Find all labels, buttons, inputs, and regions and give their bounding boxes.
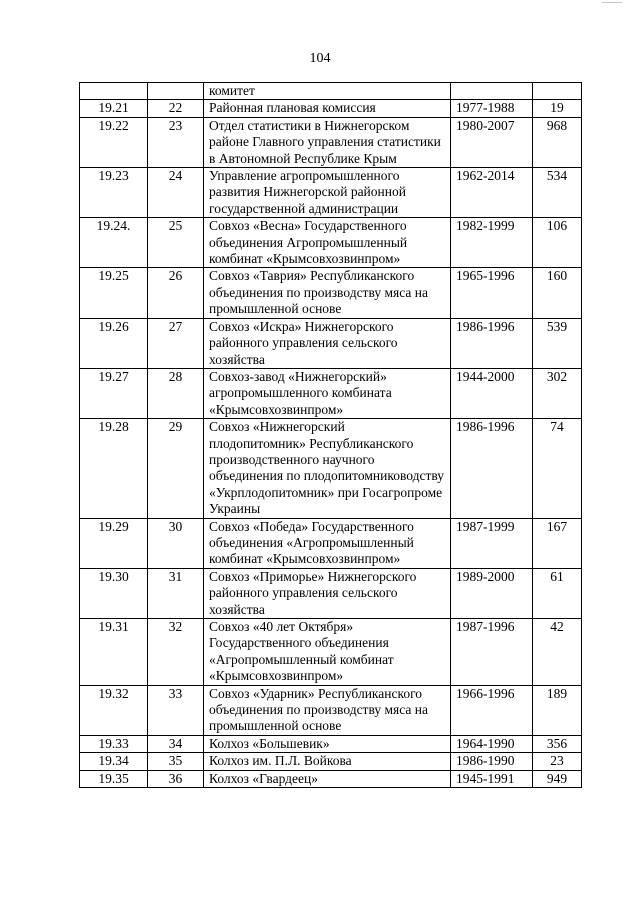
row-number-cell: 22	[148, 100, 204, 117]
item-count-cell: 968	[533, 117, 582, 167]
table-row	[80, 100, 582, 117]
date-range-cell: 1965-1996	[451, 268, 533, 318]
registry-table-body	[80, 83, 582, 788]
fund-name-cell: Колхоз «Гвардеец»	[204, 770, 451, 787]
date-range-cell: 1986-1996	[451, 419, 533, 518]
item-count-cell: 61	[533, 568, 582, 618]
row-number-cell: 26	[148, 268, 204, 318]
table-row	[80, 218, 582, 268]
fund-code-cell: 19.31	[80, 619, 148, 686]
item-count-cell: 74	[533, 419, 582, 518]
fund-code-cell: 19.33	[80, 735, 148, 752]
item-count-cell: 534	[533, 168, 582, 218]
date-range-cell	[451, 83, 533, 100]
page-number: 104	[309, 51, 331, 66]
item-count-cell: 167	[533, 518, 582, 568]
date-range-cell: 1986-1990	[451, 753, 533, 770]
fund-code-cell: 19.25	[80, 268, 148, 318]
row-number-cell: 34	[148, 735, 204, 752]
row-number-cell	[148, 83, 204, 100]
row-number-cell: 32	[148, 619, 204, 686]
fund-code-cell: 19.23	[80, 168, 148, 218]
row-number-cell: 35	[148, 753, 204, 770]
fund-code-cell: 19.35	[80, 770, 148, 787]
fund-name-cell: комитет	[204, 83, 451, 100]
table-row	[80, 268, 582, 318]
fund-code-cell: 19.30	[80, 568, 148, 618]
table-row	[80, 518, 582, 568]
item-count-cell: 19	[533, 100, 582, 117]
item-count-cell: 949	[533, 770, 582, 787]
row-number-cell: 30	[148, 518, 204, 568]
row-number-cell: 33	[148, 685, 204, 735]
fund-name-cell: Совхоз-завод «Нижнегорский» агропромышленного комбината «Крымсовхозвинпром»	[204, 368, 451, 418]
row-number-cell: 23	[148, 117, 204, 167]
date-range-cell: 1987-1999	[451, 518, 533, 568]
date-range-cell: 1977-1988	[451, 100, 533, 117]
fund-name-cell: Совхоз «Нижнегорский плодопитомник» Республиканского производственного научного объединения по плодопитомниководству «Укрплодопитомник» при Госагропроме Украины	[204, 419, 451, 518]
fund-code-cell: 19.22	[80, 117, 148, 167]
fund-name-cell: Совхоз «Таврия» Республиканского объединения по производству мяса на промышленной основе	[204, 268, 451, 318]
date-range-cell: 1964-1990	[451, 735, 533, 752]
table-row	[80, 368, 582, 418]
fund-code-cell: 19.26	[80, 318, 148, 368]
table-row	[80, 568, 582, 618]
fund-name-cell: Колхоз им. П.Л. Войкова	[204, 753, 451, 770]
fund-name-cell: Совхоз «Искра» Нижнегорского районного управления сельского хозяйства	[204, 318, 451, 368]
table-row	[80, 770, 582, 787]
fund-code-cell: 19.24.	[80, 218, 148, 268]
date-range-cell: 1989-2000	[451, 568, 533, 618]
fund-code-cell: 19.34	[80, 753, 148, 770]
row-number-cell: 25	[148, 218, 204, 268]
date-range-cell: 1962-2014	[451, 168, 533, 218]
fund-code-cell	[80, 83, 148, 100]
date-range-cell: 1982-1999	[451, 218, 533, 268]
fund-name-cell: Отдел статистики в Нижнегорском районе Главного управления статистики в Автономной Республике Крым	[204, 117, 451, 167]
fund-name-cell: Совхоз «40 лет Октября» Государственного объединения «Агропромышленный комбинат «Крымсовхозвинпром»	[204, 619, 451, 686]
fund-name-cell: Совхоз «Ударник» Республиканского объединения по производству мяса на промышленной основе	[204, 685, 451, 735]
item-count-cell: 160	[533, 268, 582, 318]
table-row	[80, 619, 582, 686]
item-count-cell: 356	[533, 735, 582, 752]
date-range-cell: 1944-2000	[451, 368, 533, 418]
fund-name-cell: Совхоз «Приморье» Нижнегорского районного управления сельского хозяйства	[204, 568, 451, 618]
fund-name-cell: Совхоз «Весна» Государственного объединения Агропромышленный комбинат «Крымсовхозвинпром»	[204, 218, 451, 268]
item-count-cell: 302	[533, 368, 582, 418]
fund-name-cell: Совхоз «Победа» Государственного объединения «Агропромышленный комбинат «Крымсовхозвинпром»	[204, 518, 451, 568]
fund-code-cell: 19.27	[80, 368, 148, 418]
scan-corner-mark	[602, 2, 622, 3]
item-count-cell: 189	[533, 685, 582, 735]
fund-code-cell: 19.32	[80, 685, 148, 735]
date-range-cell: 1986-1996	[451, 318, 533, 368]
fund-name-cell: Управление агропромышленного развития Нижнегорской районной государственной администрации	[204, 168, 451, 218]
fund-code-cell: 19.29	[80, 518, 148, 568]
item-count-cell	[533, 83, 582, 100]
fund-code-cell: 19.28	[80, 419, 148, 518]
item-count-cell: 42	[533, 619, 582, 686]
row-number-cell: 28	[148, 368, 204, 418]
item-count-cell: 539	[533, 318, 582, 368]
table-row	[80, 753, 582, 770]
date-range-cell: 1945-1991	[451, 770, 533, 787]
row-number-cell: 27	[148, 318, 204, 368]
date-range-cell: 1966-1996	[451, 685, 533, 735]
table-row	[80, 83, 582, 100]
table-row	[80, 735, 582, 752]
table-row	[80, 419, 582, 518]
row-number-cell: 36	[148, 770, 204, 787]
fund-name-cell: Колхоз «Большевик»	[204, 735, 451, 752]
row-number-cell: 31	[148, 568, 204, 618]
item-count-cell: 106	[533, 218, 582, 268]
row-number-cell: 24	[148, 168, 204, 218]
date-range-cell: 1987-1996	[451, 619, 533, 686]
fund-code-cell: 19.21	[80, 100, 148, 117]
item-count-cell: 23	[533, 753, 582, 770]
table-row	[80, 685, 582, 735]
row-number-cell: 29	[148, 419, 204, 518]
fund-name-cell: Районная плановая комиссия	[204, 100, 451, 117]
table-row	[80, 318, 582, 368]
date-range-cell: 1980-2007	[451, 117, 533, 167]
table-row	[80, 168, 582, 218]
table-row	[80, 117, 582, 167]
fund-registry-table	[79, 82, 582, 788]
